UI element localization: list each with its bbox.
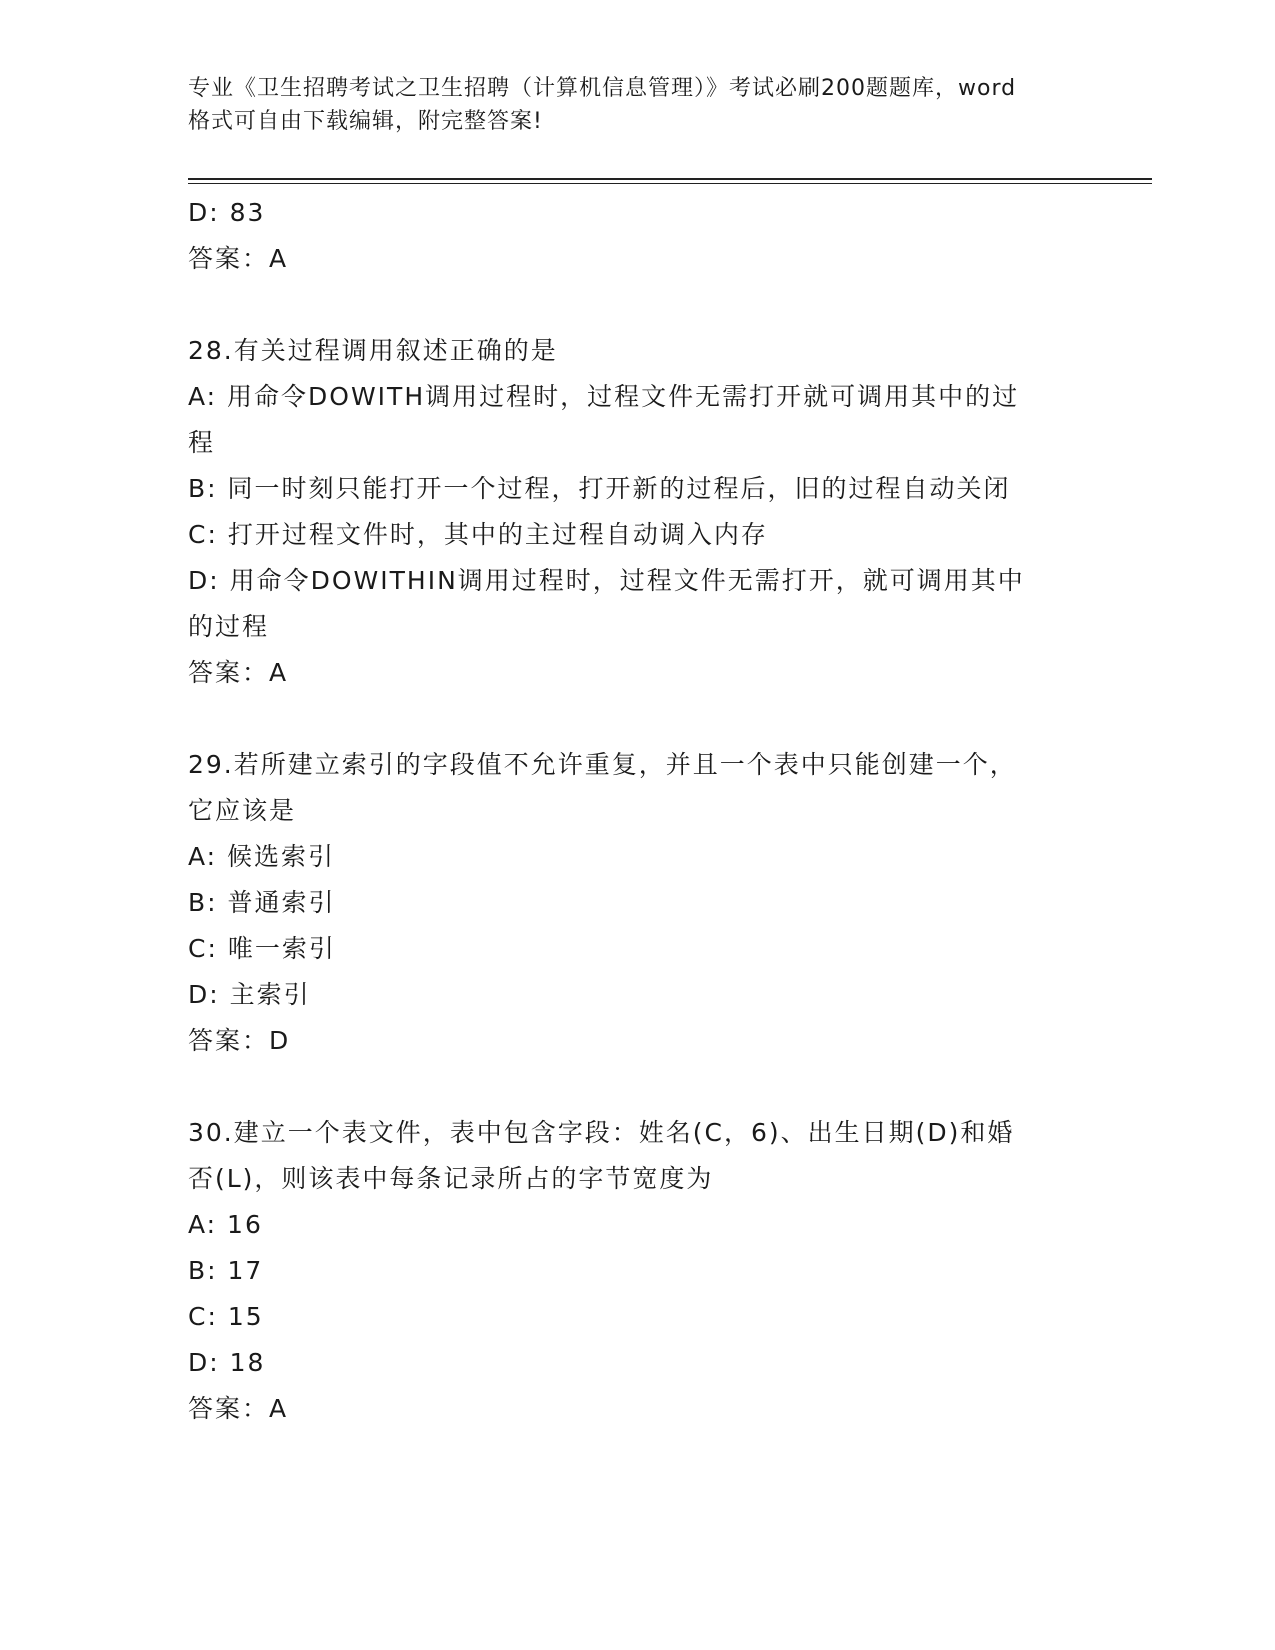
question-text-continued: 否(L)，则该表中每条记录所占的字节宽度为 (188, 1164, 714, 1193)
option-c: C: 唯一索引 (188, 934, 336, 963)
question-29 (188, 742, 1088, 1064)
option-a: A: 16 (188, 1210, 263, 1239)
option-d: D: 83 (188, 198, 266, 227)
spacer (188, 696, 1088, 742)
answer-line: 答案：D (188, 1026, 291, 1055)
header-divider-thin (188, 183, 1152, 184)
option-a-continued: 程 (188, 428, 216, 457)
option-b: B: 普通索引 (188, 888, 336, 917)
spacer (188, 282, 1088, 328)
option-a: A: 候选索引 (188, 842, 336, 871)
question-text: 30.建立一个表文件，表中包含字段：姓名(C，6)、出生日期(D)和婚 (188, 1118, 1015, 1147)
option-b: B: 17 (188, 1256, 264, 1285)
option-d-continued: 的过程 (188, 612, 270, 641)
spacer (188, 1064, 1088, 1110)
question-text-continued: 它应该是 (188, 796, 297, 825)
header-divider-thick (188, 178, 1152, 180)
option-d: D: 用命令DOWITHIN调用过程时，过程文件无需打开，就可调用其中 (188, 566, 1025, 595)
option-d: D: 18 (188, 1348, 266, 1377)
document-header (188, 72, 1088, 138)
question-28 (188, 328, 1088, 696)
option-d: D: 主索引 (188, 980, 311, 1009)
option-c: C: 15 (188, 1302, 264, 1331)
answer-line: 答案：A (188, 244, 289, 273)
header-title-line-2: 格式可自由下载编辑，附完整答案! (188, 109, 543, 134)
question-text: 28.有关过程调用叙述正确的是 (188, 336, 558, 365)
previous-question-tail (188, 190, 1088, 282)
header-title-line-1: 专业《卫生招聘考试之卫生招聘（计算机信息管理）》考试必刷200题题库，word (188, 76, 1017, 101)
option-b: B: 同一时刻只能打开一个过程，打开新的过程后，旧的过程自动关闭 (188, 474, 1011, 503)
question-text: 29.若所建立索引的字段值不允许重复，并且一个表中只能创建一个， (188, 750, 1017, 779)
question-30 (188, 1110, 1088, 1432)
answer-line: 答案：A (188, 1394, 289, 1423)
question-content (188, 190, 1088, 1432)
answer-line: 答案：A (188, 658, 289, 687)
option-a: A: 用命令DOWITH调用过程时，过程文件无需打开就可调用其中的过 (188, 382, 1020, 411)
option-c: C: 打开过程文件时，其中的主过程自动调入内存 (188, 520, 768, 549)
